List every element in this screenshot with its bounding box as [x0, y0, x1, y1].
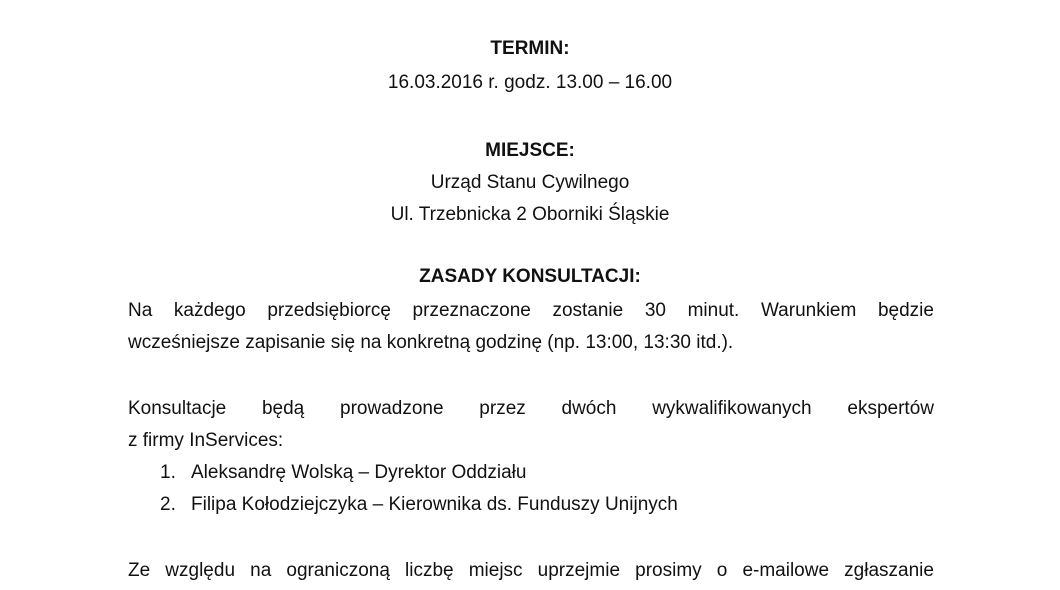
word: będzie	[877, 300, 934, 321]
word: prowadzone	[340, 398, 444, 419]
word: 30	[644, 300, 666, 321]
word: każdego	[173, 300, 246, 321]
word: zgłaszanie	[844, 560, 934, 581]
word: prosimy	[635, 560, 702, 581]
word: zostanie	[552, 300, 624, 321]
miejsce-line-2: Ul. Trzebnicka 2 Oborniki Śląskie	[390, 204, 670, 225]
word: minut.	[687, 300, 740, 321]
word: ekspertów	[847, 398, 934, 419]
list-item	[160, 494, 678, 516]
word: Ze	[128, 560, 151, 581]
word: Konsultacje	[128, 398, 227, 419]
word: wykwalifikowanych	[652, 398, 812, 419]
word: na	[250, 560, 272, 581]
zasady-para3-line1	[128, 560, 934, 582]
miejsce-line-1: Urząd Stanu Cywilnego	[430, 172, 630, 193]
miejsce-heading: MIEJSCE:	[485, 140, 575, 161]
word: przedsiębiorcę	[267, 300, 391, 321]
list-item	[160, 462, 526, 484]
word: Na	[128, 300, 153, 321]
termin-heading: TERMIN:	[490, 38, 570, 59]
word: o	[716, 560, 728, 581]
list-text: Aleksandrę Wolską – Dyrektor Oddziału	[191, 462, 527, 483]
zasady-para2-line1	[128, 398, 934, 420]
word: Warunkiem	[760, 300, 857, 321]
list-number: 1.	[160, 462, 176, 483]
word: miejsc	[468, 560, 523, 581]
word: przez	[479, 398, 526, 419]
termin-value: 16.03.2016 r. godz. 13.00 – 16.00	[387, 72, 673, 93]
word: uprzejmie	[537, 560, 621, 581]
word: e-mailowe	[742, 560, 830, 581]
word: przeznaczone	[412, 300, 531, 321]
list-number: 2.	[160, 494, 176, 515]
word: ograniczoną	[286, 560, 390, 581]
zasady-para2-line2: z firmy InServices:	[128, 430, 284, 451]
word: liczbę	[405, 560, 454, 581]
word: względu	[165, 560, 236, 581]
zasady-para1-line2: wcześniejsze zapisanie się na konkretną godzinę (np. 13:00, 13:30 itd.).	[128, 332, 734, 353]
word: będą	[261, 398, 305, 419]
cropped-previous-line	[180, 0, 880, 4]
zasady-heading: ZASADY KONSULTACJI:	[419, 266, 641, 287]
word: dwóch	[561, 398, 617, 419]
list-text: Filipa Kołodziejczyka – Kierownika ds. Funduszy Unijnych	[191, 494, 678, 515]
zasady-para1-line1	[128, 300, 934, 322]
